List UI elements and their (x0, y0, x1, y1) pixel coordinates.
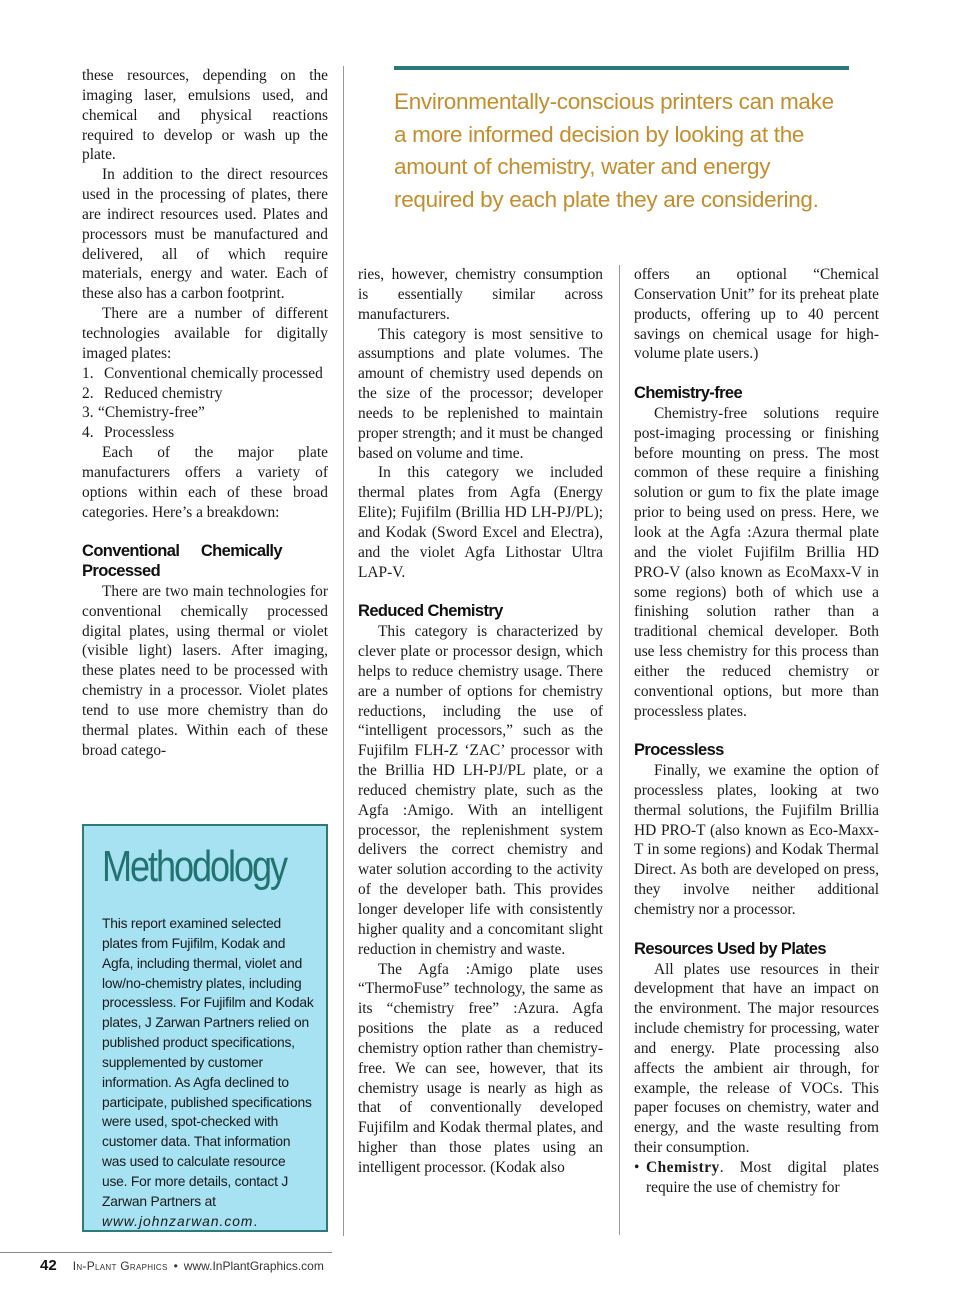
column-2 (358, 265, 603, 1178)
column-1 (82, 66, 328, 761)
pull-quote-rule (394, 66, 849, 70)
paragraph: There are a number of different technologies available for digitally imaged plates: (82, 305, 328, 362)
column-divider-left (343, 66, 344, 1236)
bullet-icon: • (634, 1158, 640, 1176)
paragraph: offers an optional “Chemical Conservation Unit” for its preheat plate products, offering up to 40 percent savings on chemical usage for high-volume plate users.) (634, 266, 879, 363)
paragraph: There are two main technologies for conventional chemically processed digital plates, using thermal or violet (visible light) lasers. After imaging, these plates need to be processed with chemistry in a processor. Violet plates tend to use more chemistry than do thermal plates. Within each of these broad catego- (82, 582, 328, 759)
list-item (82, 423, 328, 443)
section-heading-processless: Processless (634, 741, 724, 760)
paragraph: In addition to the direct resources used in the processing of plates, there are indirect resources used. Plates and processors must be manufactured and delivered, all of which require materials, energy and water. Each of these also has a carbon footprint. (82, 166, 328, 303)
paragraph: Finally, we examine the option of processless plates, looking at two thermal solutions, the Fujifilm Brillia HD PRO-T (also known as Eco-Maxx-T in some regions) and Kodak Thermal Direct. As both are developed on press, they involve neither additional chemistry nor a processor. (634, 762, 879, 918)
methodology-title: Methodology (102, 842, 287, 891)
column-divider-right (619, 265, 620, 1235)
paragraph: All plates use resources in their development that have an impact on the environment. The major resources include chemistry for processing, water and energy. Plate processing also affects the ambient air through, for example, the release of VOCs. This paper focuses on chemistry, water and energy, and the waste resulting from their consumption. (634, 960, 879, 1157)
section-heading-chemistry-free: Chemistry-free (634, 384, 743, 403)
bullet-text: . Most digital plates require the use of chemistry for (646, 1158, 879, 1196)
section-heading-reduced: Reduced Chemistry (358, 602, 503, 621)
list-number: 2. (82, 384, 94, 402)
paragraph: This category is characterized by clever plate or processor design, which helps to reduce chemistry usage. There are a number of options for chemistry reductions, including the use of “intelligent processors,” such as the Fujifilm FLH-Z ‘ZAC’ processor with the Brillia HD LH-PJ/PL plate, or a reduced chemistry plate, such as the Agfa :Amigo. With an intelligent processor, the replenishment system delivers the correct chemistry and water solution according to the activity of the developer bath. This provides longer developer life with consistently higher quality and a concomitant slight reduction in chemistry and waste. (358, 623, 603, 958)
list-number: 3. (82, 404, 94, 422)
methodology-sidebar (82, 824, 328, 1232)
footer-url: www.InPlantGraphics.com (183, 1259, 324, 1273)
bullet-paragraph (634, 1158, 879, 1198)
pull-quote (394, 66, 849, 216)
list-item (82, 364, 328, 384)
list-item (82, 384, 328, 404)
pull-quote-text: Environmentally-conscious printers can make a more informed decision by looking at the amount of chemistry, water and energy required by each plate they are considering. (394, 89, 834, 212)
list-number: 1. (82, 364, 94, 382)
section-heading-conventional: Conventional Chemically Processed (82, 542, 282, 581)
footer-separator: • (173, 1259, 178, 1273)
paragraph: ries, however, chemistry consumption is essentially similar across manufacturers. (358, 266, 603, 323)
bullet-lead: Chemistry (646, 1158, 720, 1176)
list-text: Processless (104, 424, 175, 442)
methodology-period: . (253, 1213, 258, 1229)
page-footer (40, 1257, 324, 1274)
list-text: “Chemistry-free” (98, 404, 205, 422)
publication-name: In-Plant Graphics (72, 1259, 168, 1273)
list-item (82, 403, 328, 423)
column-3 (634, 265, 879, 1198)
methodology-body (102, 914, 314, 1232)
paragraph: these resources, depending on the imaging laser, emulsions used, and chemical and physical reactions required to develop or wash up the plate. (82, 67, 328, 164)
section-heading-resources: Resources Used by Plates (634, 939, 826, 958)
paragraph: This category is most sensitive to assumptions and plate volumes. The amount of chemistry used depends on the size of the processor; developer needs to be replenished to maintain proper strength; and it must be changed based on volume and time. (358, 325, 603, 462)
footer-rule (0, 1252, 332, 1253)
page-number: 42 (40, 1257, 57, 1274)
list-text: Conventional chemically processed (104, 364, 323, 382)
paragraph: Each of the major plate manufacturers offers a variety of options within each of these broad categories. Here’s a breakdown: (82, 444, 328, 521)
list-text: Reduced chemistry (104, 384, 223, 402)
methodology-text: This report examined selected plates from Fujifilm, Kodak and Agfa, including thermal, violet and low/no-chemistry plates, including processless. For Fujifilm and Kodak plates, J Zarwan Partners relied on published product specifications, supplemented by customer information. As Agfa declined to participate, published specifications were used, spot-checked with customer data. That information was used to calculate resource use. For more details, contact J Zarwan Partners at (102, 916, 314, 1209)
paragraph: The Agfa :Amigo plate uses “ThermoFuse” technology, the same as its “chemistry free” :Azura. Agfa positions the plate as a reduced chemistry option rather than chemistry-free. We can see, however, that its chemistry usage is nearly as high as that of conventionally developed Fujifilm and Kodak thermal plates, and higher than those plates using an intelligent processor. (Kodak also (358, 960, 603, 1176)
paragraph: In this category we included thermal plates from Agfa (Energy Elite); Fujifilm (Brillia HD LH-PJ/PL); and Kodak (Sword Excel and Electra), and the violet Agfa Lithostar Ultra LAP-V. (358, 464, 603, 581)
list-number: 4. (82, 424, 94, 442)
paragraph: Chemistry-free solutions require post-imaging processing or finishing before mounting on press. The most common of these require a finishing solution or gum to fix the plate image prior to being used on press. Here, we look at the Agfa :Azura thermal plate and the violet Fujifilm Brillia HD PRO-V (also known as EcoMaxx-V in some regions) both of which use a finishing solution rather than a traditional chemical developer. Both use less chemistry for this process than either the reduced chemistry or conventional options, but more than processless plates. (634, 404, 879, 720)
methodology-url: www.johnzarwan.com (102, 1213, 254, 1229)
plate-technology-list (82, 364, 328, 443)
